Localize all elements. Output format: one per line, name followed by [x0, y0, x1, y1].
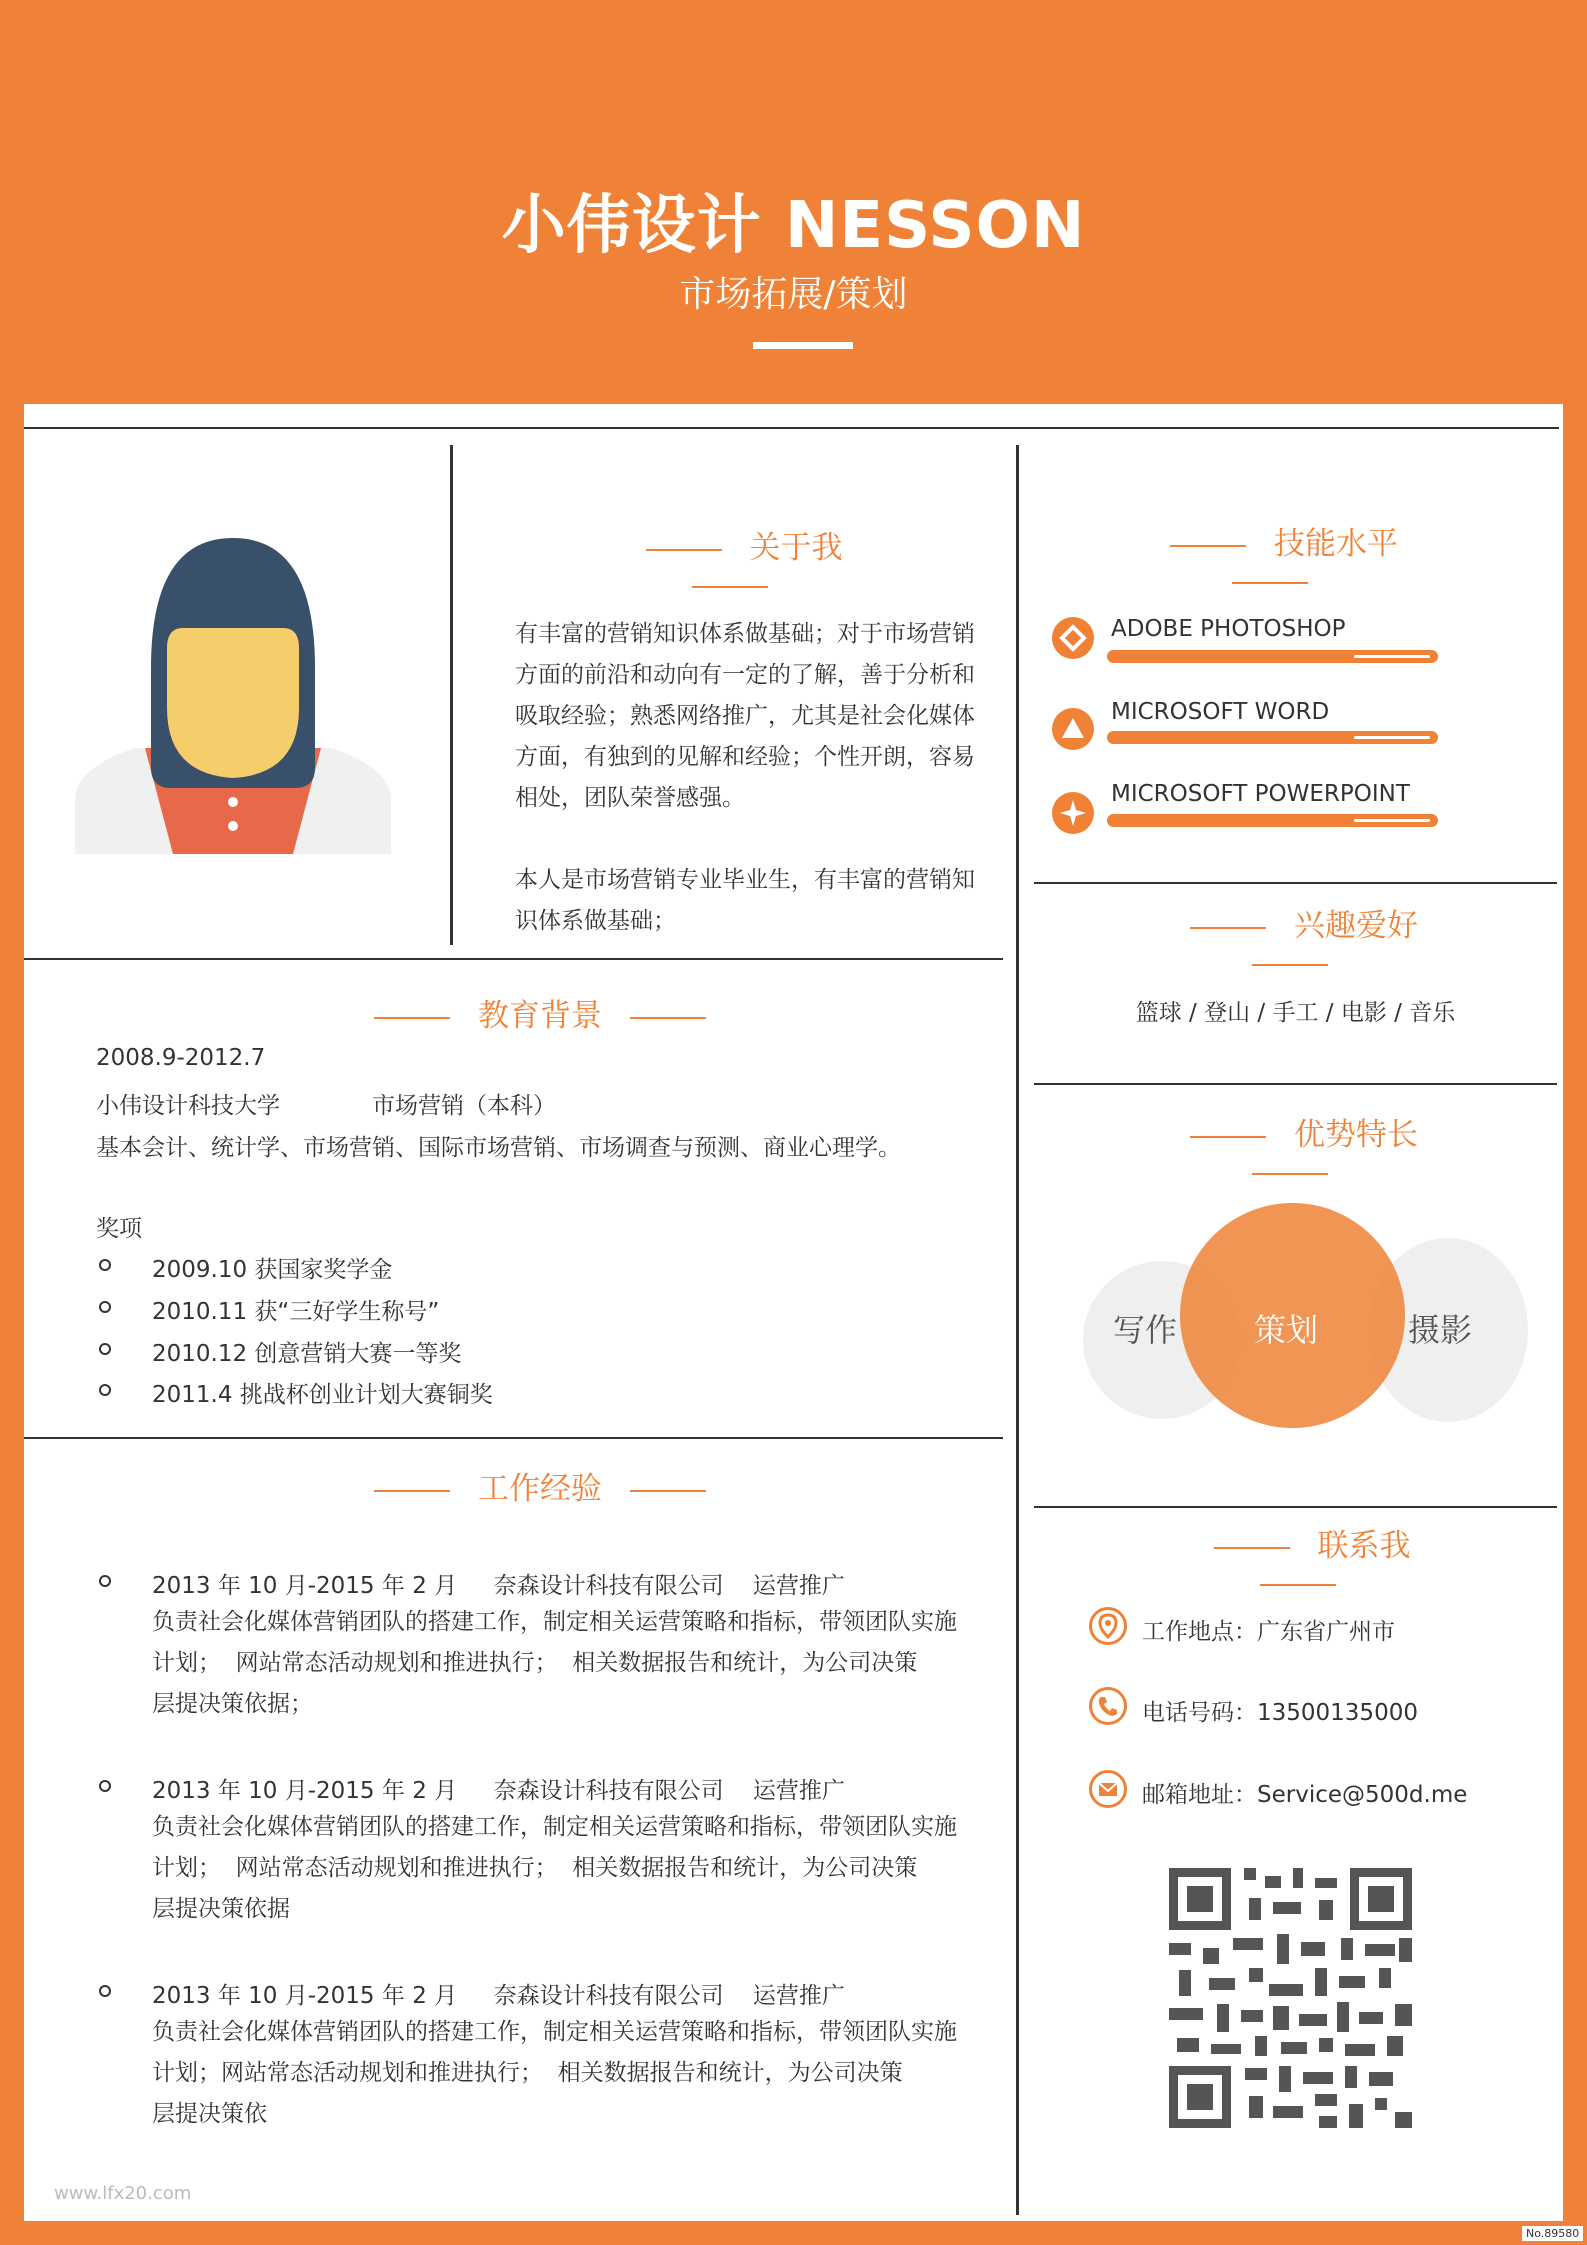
- skill-bar: [1107, 814, 1438, 827]
- header-banner: [24, 24, 1563, 404]
- contact-phone: 电话号码：13500135000: [1142, 1700, 1418, 1726]
- person-name: 小伟设计 NESSON: [501, 189, 1086, 263]
- award-item: 2010.11 获“三好学生称号”: [152, 1299, 440, 1325]
- work-item-body: 负责社会化媒体营销团队的搭建工作，制定相关运营策略和指标，带领团队实施 计划；网站常态活动规划和推进执行； 相关数据报告和统计，为公司决策 层提决策依: [152, 2019, 957, 2127]
- divider-about-edu: [24, 958, 1003, 960]
- diamond-icon: [1052, 617, 1094, 659]
- document-number: No.89580: [1522, 2226, 1583, 2241]
- hobbies-title: 兴趣爱好: [1120, 900, 1460, 981]
- about-paragraph-2: 本人是市场营销专业毕业生，有丰富的营销知 识体系做基础；: [515, 867, 975, 934]
- strength-left: 写作: [1112, 1311, 1177, 1349]
- work-item-head: 2013 年 10 月-2015 年 2 月 奈森设计科技有限公司 运营推广: [152, 1778, 845, 1804]
- skill-level-gap: [1354, 819, 1430, 822]
- awards-title: 奖项: [96, 1216, 142, 1242]
- award-item: 2009.10 获国家奖学金: [152, 1257, 393, 1283]
- skills-title: 技能水平: [1100, 518, 1440, 599]
- divider-skills-hobbies: [1034, 882, 1557, 884]
- bullet-icon: [99, 1575, 111, 1587]
- skill-name: ADOBE PHOTOSHOP: [1111, 616, 1346, 642]
- bullet-icon: [99, 1301, 111, 1313]
- skill-level-gap: [1354, 736, 1430, 739]
- about-title: 关于我: [560, 522, 900, 603]
- divider-photo: [450, 445, 453, 945]
- title-underline: [753, 342, 853, 349]
- divider-hobbies-strengths: [1034, 1083, 1557, 1085]
- bullet-icon: [99, 1384, 111, 1396]
- skill-name: MICROSOFT POWERPOINT: [1111, 781, 1410, 807]
- work-title: 工作经验: [340, 1463, 740, 1508]
- divider-column: [1016, 445, 1019, 2215]
- contact-location: 工作地点：广东省广州市: [1142, 1619, 1395, 1645]
- bullet-icon: [99, 1780, 111, 1792]
- bullet-icon: [99, 1259, 111, 1271]
- avatar: [75, 538, 391, 854]
- work-item-head: 2013 年 10 月-2015 年 2 月 奈森设计科技有限公司 运营推广: [152, 1573, 845, 1599]
- strength-center: 策划: [1253, 1311, 1318, 1349]
- location-icon: [1089, 1607, 1127, 1645]
- strength-right: 摄影: [1407, 1311, 1472, 1349]
- education-period: 2008.9-2012.7: [96, 1045, 266, 1071]
- skill-bar: [1107, 650, 1438, 663]
- skill-level-gap: [1354, 655, 1430, 658]
- skill-name: MICROSOFT WORD: [1111, 699, 1330, 725]
- qr-code: [1169, 1868, 1412, 2128]
- work-item-body: 负责社会化媒体营销团队的搭建工作，制定相关运营策略和指标，带领团队实施 计划； 网站常态活动规划和推进执行； 相关数据报告和统计，为公司决策 层提决策依据；: [152, 1609, 957, 1717]
- divider-strengths-contact: [1034, 1506, 1557, 1508]
- job-title: 市场拓展/策划: [679, 274, 908, 315]
- divider-top: [24, 427, 1559, 429]
- divider-edu-work: [24, 1437, 1003, 1439]
- bullet-icon: [99, 1985, 111, 1997]
- hobbies-list: 篮球 / 登山 / 手工 / 电影 / 音乐: [1135, 1000, 1456, 1026]
- mail-icon: [1089, 1770, 1127, 1808]
- work-item-body: 负责社会化媒体营销团队的搭建工作，制定相关运营策略和指标，带领团队实施 计划； 网站常态活动规划和推进执行； 相关数据报告和统计，为公司决策 层提决策依据: [152, 1814, 957, 1922]
- watermark: www.lfx20.com: [54, 2183, 192, 2204]
- work-item-head: 2013 年 10 月-2015 年 2 月 奈森设计科技有限公司 运营推广: [152, 1983, 845, 2009]
- star-icon: [1052, 792, 1094, 834]
- about-paragraph-1: 有丰富的营销知识体系做基础；对于市场营销 方面的前沿和动向有一定的了解，善于分析和 吸取经验；熟悉网络推广，尤其是社会化媒体 方面，有独到的见解和经验；个性开朗，容易 相处，团队荣誉感强。: [515, 621, 975, 811]
- strengths-title: 优势特长: [1120, 1109, 1460, 1190]
- phone-icon: [1089, 1687, 1127, 1725]
- contact-email: 邮箱地址：Service@500d.me: [1142, 1782, 1468, 1808]
- education-school: 小伟设计科技大学: [96, 1093, 280, 1119]
- skill-bar: [1107, 731, 1438, 744]
- award-item: 2011.4 挑战杯创业计划大赛铜奖: [152, 1382, 493, 1408]
- triangle-icon: [1052, 708, 1094, 750]
- education-courses: 基本会计、统计学、市场营销、国际市场营销、市场调查与预测、商业心理学。: [96, 1135, 901, 1161]
- education-title: 教育背景: [340, 990, 740, 1035]
- contact-title: 联系我: [1128, 1520, 1468, 1601]
- award-item: 2010.12 创意营销大赛一等奖: [152, 1341, 462, 1367]
- education-major: 市场营销（本科）: [372, 1093, 556, 1119]
- bullet-icon: [99, 1343, 111, 1355]
